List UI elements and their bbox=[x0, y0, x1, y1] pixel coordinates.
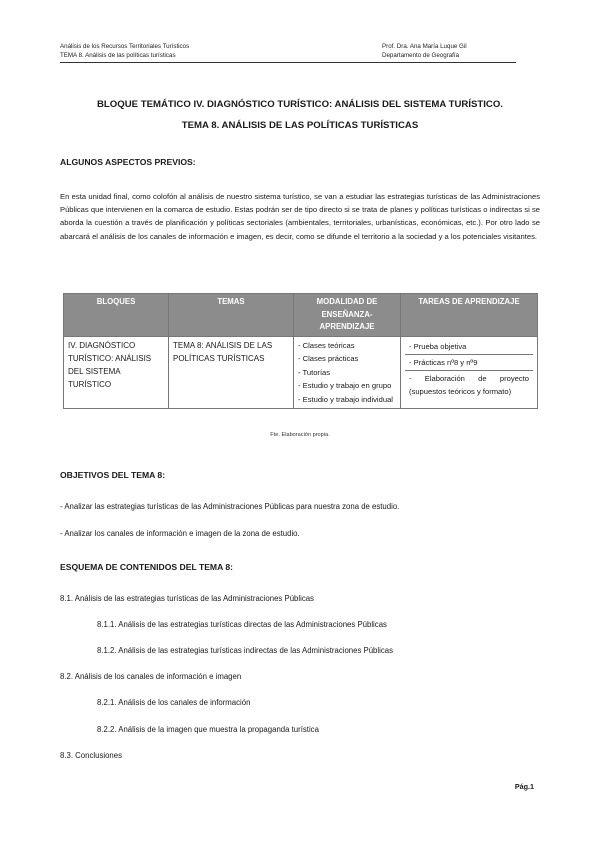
toc-item: 8.1.2. Análisis de las estrategias turísticas indirectas de las Administraciones Públicas bbox=[97, 646, 393, 655]
table-header-row bbox=[64, 294, 538, 337]
esquema-heading: ESQUEMA DE CONTENIDOS DEL TEMA 8: bbox=[60, 562, 234, 572]
course-table bbox=[63, 293, 538, 409]
list-item: - Prueba objetiva bbox=[405, 339, 533, 355]
intro-heading: ALGUNOS ASPECTOS PREVIOS: bbox=[60, 157, 196, 167]
table-cell-tema: TEMA 8: ANÁLISIS DE LAS POLÍTICAS TURÍSTICAS bbox=[169, 336, 294, 409]
intro-paragraph: En esta unidad final, como colofón al análisis de nuestro sistema turístico, se van a estudiar las estrategias turísticas de las Administraciones Públicas que intervienen en la comarca de estudio. Estas podrán ser de tipo directo si se trata de planes y políticas turísticas o indirectas si se aborda la cuestión a través de planificación y políticas sectoriales (ambientales, territoriales, urbanísticas, económicas, etc.). Por otro lado se abarcará el análisis de los canales de información e imagen, es decir, como se difunde el territorio a la sociedad y a los potenciales visitantes. bbox=[60, 192, 540, 241]
list-item: - Estudio y trabajo en grupo bbox=[298, 381, 392, 390]
table-source: Fte. Elaboración propia. bbox=[270, 432, 330, 438]
header-author: Prof. Dra. Ana María Luque Gil bbox=[382, 43, 467, 50]
list-item: - Tutorías bbox=[298, 367, 331, 377]
header-divider bbox=[60, 62, 516, 63]
table-header-cell: MODALIDAD DE ENSEÑANZA-APRENDIZAJE bbox=[294, 294, 401, 337]
toc-item: 8.1.1. Análisis de las estrategias turísticas directas de las Administraciones Públicas bbox=[97, 620, 387, 629]
objetivos-heading: OBJETIVOS DEL TEMA 8: bbox=[60, 470, 166, 480]
table-header-cell: BLOQUES bbox=[64, 294, 169, 337]
toc-item: 8.2. Análisis de los canales de información e imagen bbox=[60, 672, 242, 681]
header-topic: TEMA 8. Análisis de las políticas turísticas bbox=[60, 52, 176, 59]
header-department: Departamento de Geografía bbox=[382, 52, 460, 59]
list-item: - Clases teóricas bbox=[298, 340, 355, 350]
header-right bbox=[382, 42, 467, 60]
toc-item: 8.1. Análisis de las estrategias turísticas de las Administraciones Públicas bbox=[60, 594, 314, 603]
objetivo-item: - Analizar las estrategias turísticas de las Administraciones Públicas para nuestra zona de estudio. bbox=[60, 502, 400, 511]
toc-item: 8.3. Conclusiones bbox=[60, 751, 122, 760]
page-title: BLOQUE TEMÁTICO IV. DIAGNÓSTICO TURÍSTICO: ANÁLISIS DEL SISTEMA TURÍSTICO. bbox=[97, 99, 503, 110]
header-course: Análisis de los Recursos Territoriales Turísticos bbox=[60, 43, 190, 50]
table-cell-bloque: IV. DIAGNÓSTICO TURÍSTICO: ANÁLISIS DEL SISTEMA TURÍSTICO bbox=[64, 336, 169, 409]
table-header-cell: TEMAS bbox=[169, 294, 294, 337]
objetivo-item: - Analizar los canales de información e imagen de la zona de estudio. bbox=[60, 529, 300, 538]
page-number: Pág.1 bbox=[514, 782, 534, 791]
list-item: - Estudio y trabajo individual bbox=[298, 394, 393, 404]
table-cell-tareas bbox=[401, 336, 538, 409]
table-row bbox=[64, 336, 538, 409]
page-subtitle: TEMA 8. ANÁLISIS DE LAS POLÍTICAS TURÍSTICAS bbox=[181, 120, 419, 131]
list-item: - Elaboración de proyecto (supuestos teóricos y formato) bbox=[409, 373, 529, 396]
table-header-cell: TAREAS DE APRENDIZAJE bbox=[401, 294, 538, 337]
list-item: - Clases prácticas bbox=[298, 354, 359, 363]
toc-item: 8.2.1. Análisis de los canales de información bbox=[97, 698, 251, 707]
list-item: - Prácticas nº8 y nº9 bbox=[405, 355, 533, 371]
table-cell-modalidad bbox=[294, 336, 401, 409]
toc-item: 8.2.2. Análisis de la imagen que muestra la propaganda turística bbox=[97, 725, 319, 734]
header-left bbox=[60, 42, 189, 60]
